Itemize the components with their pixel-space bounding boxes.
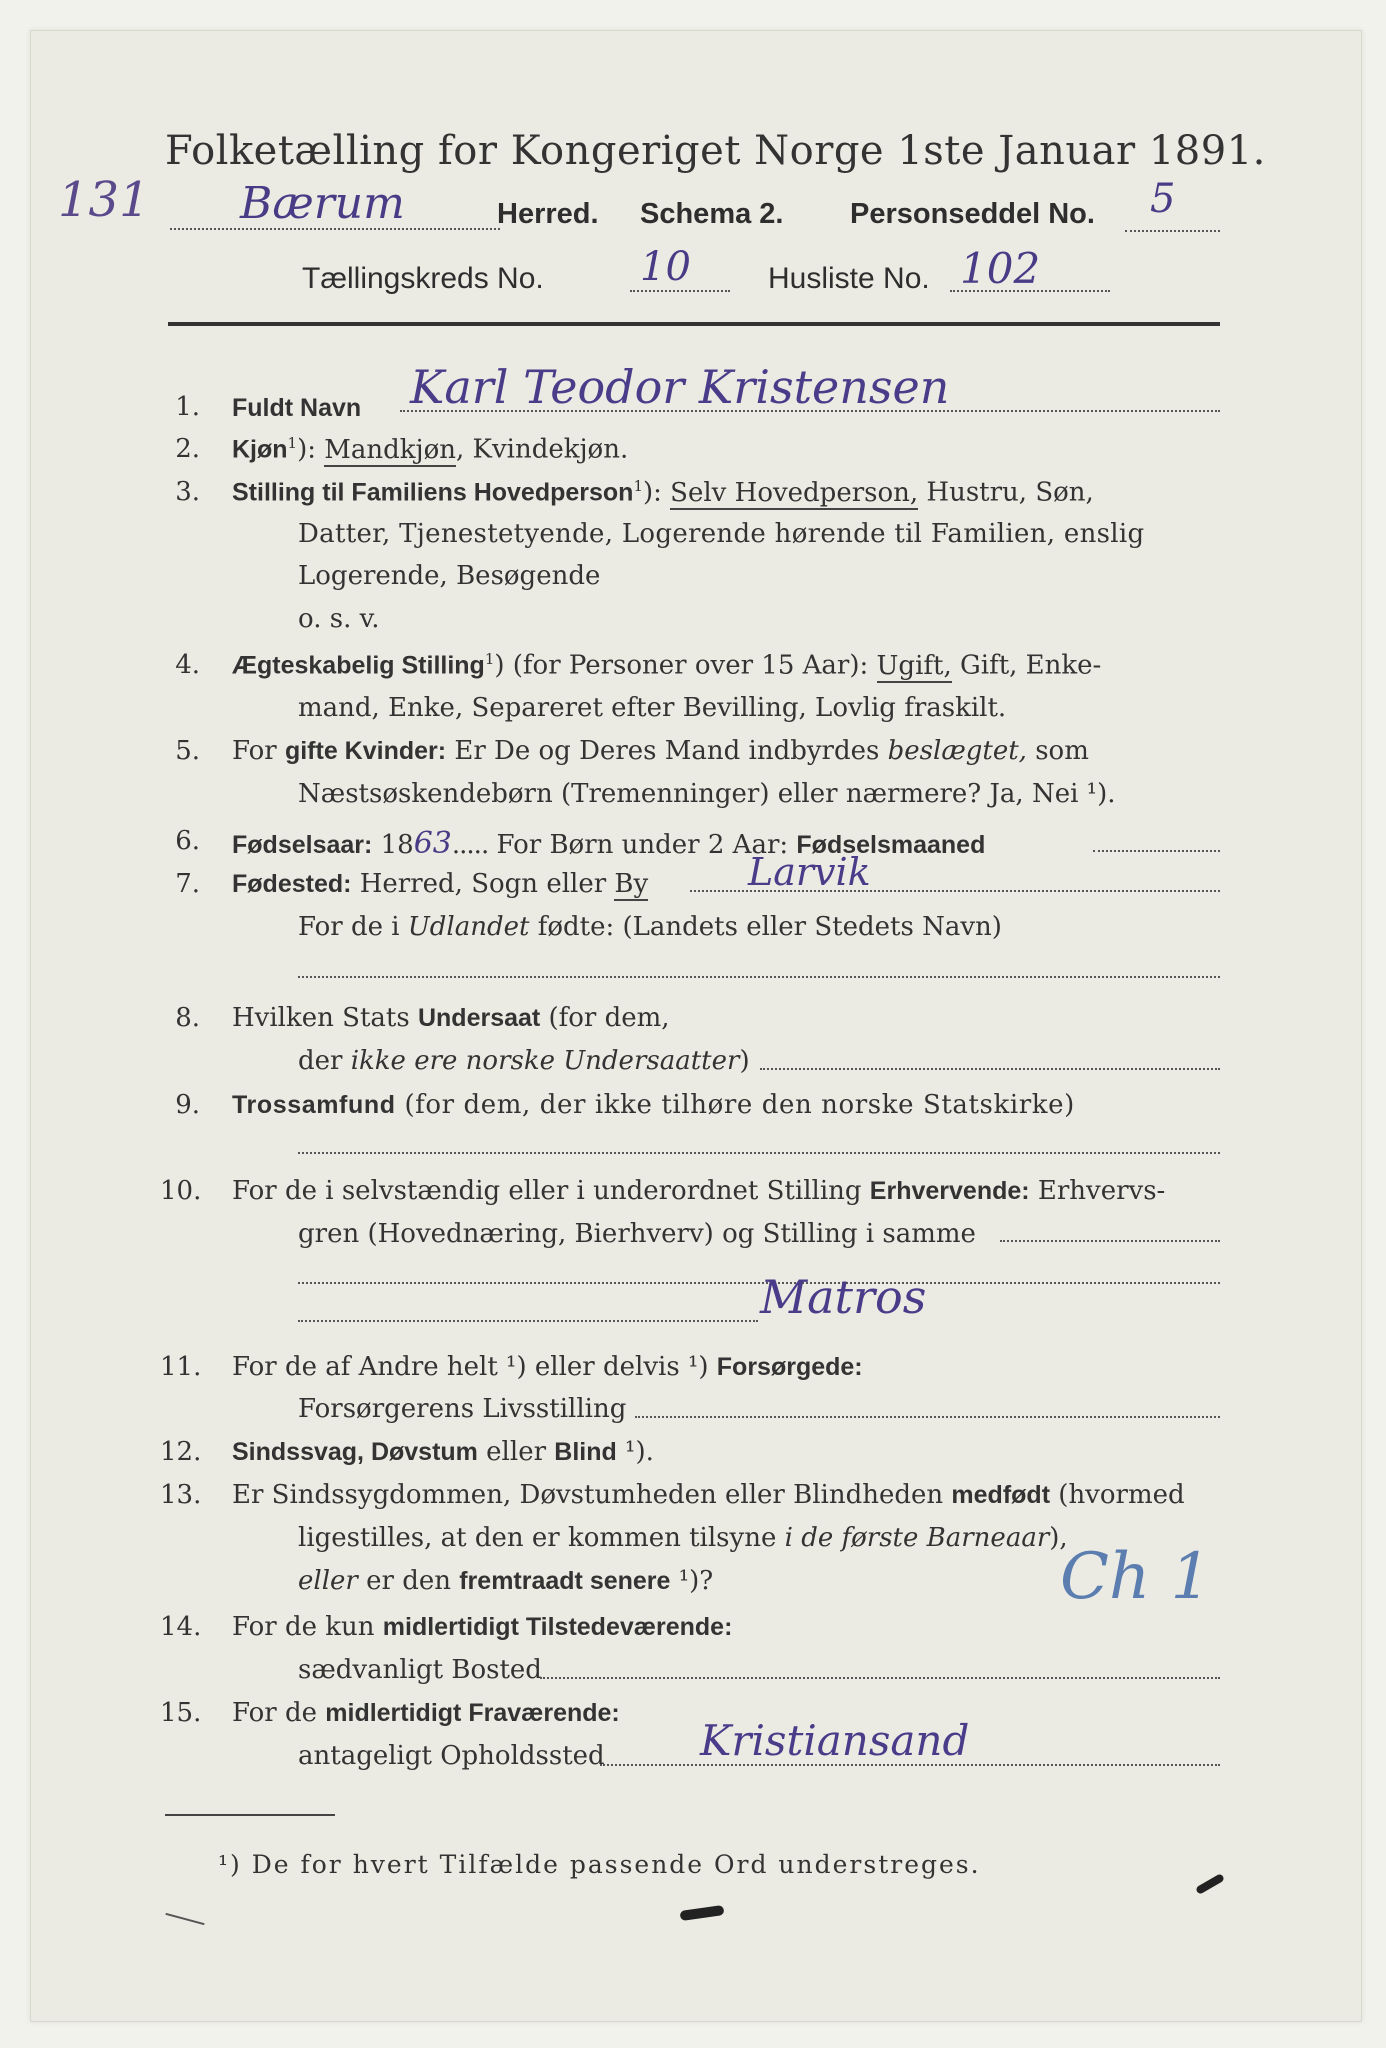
q15-pre: For de xyxy=(232,1698,326,1728)
q9-line xyxy=(232,1090,1075,1120)
header-rule xyxy=(168,322,1220,326)
q3-option-selv: Selv Hovedperson, xyxy=(670,477,919,508)
q13-line2 xyxy=(298,1523,1068,1553)
q5-number: 5. xyxy=(175,736,200,766)
husliste-dotted-line xyxy=(950,290,1110,292)
q14-dotted-line xyxy=(540,1677,1220,1679)
margin-number: 131 xyxy=(58,172,150,228)
q13-label: medfødt xyxy=(951,1481,1051,1509)
q6-rest: For Børn under 2 Aar: xyxy=(488,830,797,860)
q8-line2-italic: ikke ere norske Undersaatter xyxy=(350,1046,740,1076)
q13-number: 13. xyxy=(160,1480,202,1510)
q14-number: 14. xyxy=(160,1612,202,1642)
q10-occupation-line-1 xyxy=(298,1282,1220,1284)
q7-answer: Larvik xyxy=(748,850,871,894)
q15-answer: Kristiansand xyxy=(700,1716,970,1765)
q4-line1-rest: Gift, Enke- xyxy=(951,650,1102,681)
q2-label: Kjøn xyxy=(232,435,288,464)
q3-line1-rest: Hustru, Søn, xyxy=(918,477,1094,508)
q10-number: 10. xyxy=(160,1176,202,1206)
q2-line xyxy=(232,434,628,465)
q5-line1-rest: Er De og Deres Mand indbyrdes xyxy=(446,736,888,766)
q13-line2-rest: ), xyxy=(1049,1523,1068,1553)
q4-number: 4. xyxy=(175,650,200,680)
q15-line2: antageligt Opholdssted xyxy=(298,1741,605,1771)
q8-label: Undersaat xyxy=(417,1004,541,1032)
q12-mid: eller xyxy=(477,1437,555,1467)
q14-pre: For de kun xyxy=(232,1612,383,1642)
q13-handwritten-mark: Ch 1 xyxy=(1060,1540,1212,1614)
q2-option-kvindekjon: , Kvindekjøn. xyxy=(456,434,629,465)
personseddel-value: 5 xyxy=(1150,176,1176,222)
q14-label: midlertidigt Tilstedeværende: xyxy=(382,1613,733,1641)
q11-number: 11. xyxy=(160,1352,202,1382)
q13-line1 xyxy=(232,1480,1185,1510)
kreds-value: 10 xyxy=(640,244,691,290)
q8-line2-rest: ) xyxy=(739,1046,750,1076)
q5-line2: Næstsøskendebørn (Tremenninger) eller nærmere? Ja, Nei ¹). xyxy=(298,779,1116,809)
q12-label: Sindssvag, Døvstum xyxy=(232,1438,478,1466)
q7-birthplace-line xyxy=(298,976,1220,978)
q7-option-by: By xyxy=(614,869,649,899)
q12-label2: Blind xyxy=(554,1438,617,1466)
q15-number: 15. xyxy=(160,1698,202,1728)
q3-line3: Logerende, Besøgende xyxy=(298,561,601,591)
q7-line2-pre: For de i xyxy=(298,912,408,942)
q10-line2: gren (Hovednæring, Bierhverv) og Stilling i samme xyxy=(298,1219,976,1249)
q7-line1 xyxy=(232,869,648,899)
q8-line1 xyxy=(232,1003,670,1033)
q4-sup: 1 xyxy=(484,650,495,668)
q3-sup: 1 xyxy=(633,477,643,495)
q5-line1-end: som xyxy=(1026,736,1089,766)
q2-sup: 1 xyxy=(287,434,298,452)
q6-answer: 63 xyxy=(413,826,452,861)
husliste-label: Husliste No. xyxy=(768,262,930,295)
q10-dotted-line xyxy=(1000,1240,1220,1242)
q14-line2: sædvanligt Bosted xyxy=(298,1655,542,1685)
q13-line3-bold: fremtraadt senere xyxy=(459,1567,671,1595)
q9-label: Trossamfund xyxy=(232,1091,396,1119)
q6-dotted-line xyxy=(1093,850,1220,852)
q12-number: 12. xyxy=(160,1437,202,1467)
q11-label: Forsørgede: xyxy=(716,1353,863,1381)
q7-number: 7. xyxy=(175,869,200,899)
q5-pre: For xyxy=(232,736,285,766)
q9-dotted-line xyxy=(298,1152,1220,1154)
herred-label: Herred. xyxy=(497,198,599,230)
q10-answer: Matros xyxy=(760,1270,927,1324)
q8-number: 8. xyxy=(175,1003,200,1033)
q3-line1 xyxy=(232,477,1094,508)
personseddel-dotted-line xyxy=(1125,230,1220,232)
q10-label: Erhvervende: xyxy=(869,1177,1030,1205)
q15-label: midlertidigt Fraværende: xyxy=(325,1699,620,1727)
q2-option-mandkjon: Mandkjøn xyxy=(324,434,456,465)
q8-rest: (for dem, xyxy=(540,1003,670,1033)
q4-line2: mand, Enke, Separeret efter Bevilling, Lovlig fraskilt. xyxy=(298,693,1007,723)
q10-pre: For de i selvstændig eller i underordnet Stilling xyxy=(232,1176,870,1206)
q3-rest: ): xyxy=(643,477,662,508)
census-form-sheet xyxy=(30,30,1362,2022)
q1-dotted-line xyxy=(400,410,1220,412)
q3-number: 3. xyxy=(175,477,200,507)
q4-rest: ) (for Personer over 15 Aar): xyxy=(494,650,869,681)
q15-line1 xyxy=(232,1698,620,1728)
q10-line1 xyxy=(232,1176,1165,1206)
q7-label: Fødested: xyxy=(232,870,352,898)
q7-rest: Herred, Sogn eller xyxy=(351,869,615,899)
q1-number: 1. xyxy=(175,392,200,422)
q7-line2-italic: Udlandet xyxy=(407,912,530,942)
q11-line2: Forsørgerens Livsstilling xyxy=(298,1394,627,1424)
q7-line2-rest: fødte: (Landets eller Stedets Navn) xyxy=(529,912,1002,942)
q5-line1 xyxy=(232,736,1089,766)
q10-rest: Erhvervs- xyxy=(1029,1176,1166,1206)
husliste-value: 102 xyxy=(960,244,1041,293)
q3-label: Stilling til Familiens Hovedperson xyxy=(232,478,634,507)
q11-line1 xyxy=(232,1352,863,1382)
q13-line3-mid: er den xyxy=(357,1566,460,1596)
q6-number: 6. xyxy=(175,826,200,856)
q4-option-ugift: Ugift, xyxy=(876,650,952,681)
q15-dotted-line xyxy=(600,1764,1220,1766)
footnote: ¹) De for hvert Tilfælde passende Ord understreges. xyxy=(218,1850,981,1879)
q6-label: Fødselsaar: xyxy=(232,831,373,859)
q10-occupation-line-2 xyxy=(298,1320,758,1322)
q13-rest: (hvormed xyxy=(1050,1480,1185,1510)
q12-line xyxy=(232,1437,654,1467)
kreds-dotted-line xyxy=(630,290,730,292)
schema-label: Schema 2. xyxy=(640,198,784,230)
q8-line2 xyxy=(298,1046,750,1076)
q7-line2 xyxy=(298,912,1002,942)
q1-label: Fuldt Navn xyxy=(232,394,362,422)
herred-value: Bærum xyxy=(240,178,405,229)
q11-pre: For de af Andre helt ¹) eller delvis ¹) xyxy=(232,1352,717,1382)
q11-dotted-line xyxy=(635,1416,1220,1418)
q14-line1 xyxy=(232,1612,732,1642)
q2-number: 2. xyxy=(175,434,200,464)
q4-label: Ægteskabelig Stilling xyxy=(232,651,485,680)
q13-line2-italic: i de første Barneaar xyxy=(784,1523,1050,1553)
q13-pre: Er Sindssygdommen, Døvstumheden eller Blindheden xyxy=(232,1480,952,1510)
q9-rest: (for dem, der ikke tilhøre den norske Statskirke) xyxy=(395,1090,1075,1120)
q8-line2-pre: der xyxy=(298,1046,351,1076)
q9-number: 9. xyxy=(175,1090,200,1120)
q4-line1 xyxy=(232,650,1101,681)
q6-prefix: 18 xyxy=(372,830,414,860)
q5-label: gifte Kvinder: xyxy=(284,737,447,765)
q2-rest: ): xyxy=(297,434,316,465)
q3-line2: Datter, Tjenestetyende, Logerende hørende til Familien, enslig xyxy=(298,519,1145,549)
form-title: Folketælling for Kongeriget Norge 1ste Januar 1891. xyxy=(165,128,1266,174)
personseddel-label: Personseddel No. xyxy=(850,198,1095,230)
q13-line3-italic: eller xyxy=(298,1566,358,1596)
footnote-rule xyxy=(165,1814,335,1816)
kreds-label: Tællingskreds No. xyxy=(302,262,544,295)
q1-answer: Karl Teodor Kristensen xyxy=(410,360,950,414)
q7-dotted-line xyxy=(690,890,1220,892)
q13-line3 xyxy=(298,1566,713,1596)
q6-line: Fødselsaar: 1863..... For Børn under 2 Aar: Fødselsmaaned xyxy=(232,826,986,861)
q12-rest: ¹). xyxy=(616,1437,654,1467)
q13-line2-pre: ligestilles, at den er kommen tilsyne xyxy=(298,1523,785,1553)
q3-line4: o. s. v. xyxy=(298,604,380,634)
q5-italic: beslægtet, xyxy=(887,736,1027,766)
q8-dotted-line xyxy=(760,1068,1220,1070)
q6-label2: Fødselsmaaned xyxy=(796,831,986,859)
q8-pre: Hvilken Stats xyxy=(232,1003,418,1033)
q13-line3-rest: ¹)? xyxy=(670,1566,714,1596)
